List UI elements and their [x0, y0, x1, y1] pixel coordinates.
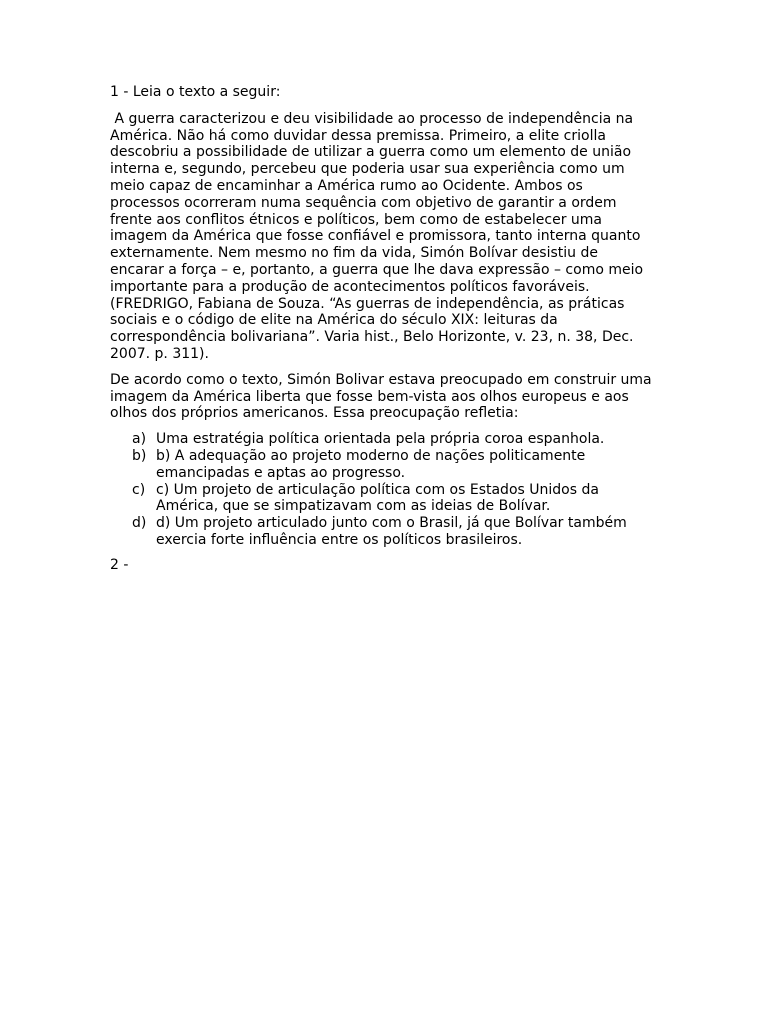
option-letter: d)	[132, 515, 147, 532]
option-text: d) Um projeto articulado junto com o Brasil, já que Bolívar também exercia forte influência entre os políticos brasileiros.	[156, 515, 627, 548]
option-letter: a)	[132, 431, 147, 448]
option-letter: c)	[132, 481, 146, 498]
option-letter: b)	[132, 447, 147, 464]
answer-option-c	[110, 482, 655, 516]
question-1-passage: A guerra caracterizou e deu visibilidade ao processo de independência na América. Não há como duvidar dessa premissa. Primeiro, a elite criolla descobriu a possibilidade de utilizar a guerra como um elemento de união interna e, segundo, percebeu que poderia usar sua experiência como um meio capaz de encaminhar a América rumo ao Ocidente. Ambos os processos ocorreram numa sequência com objetivo de garantir a ordem frente aos conflitos étnicos e políticos, bem como de estabelecer uma imagem da América que fosse confiável e promissora, tanto interna quanto externamente. Nem mesmo no fim da vida, Simón Bolívar desistiu de encarar a força – e, portanto, a guerra que lhe dava expressão – como meio importante para a produção de acontecimentos políticos favoráveis. (FREDRIGO, Fabiana de Souza. “As guerras de independência, as práticas sociais e o código de elite na América do século XIX: leituras da correspondência bolivariana”. Varia hist., Belo Horizonte, v. 23, n. 38, Dec. 2007. p. 311).	[110, 110, 648, 362]
answer-option-d	[110, 515, 655, 549]
option-text: Uma estratégia política orientada pela própria coroa espanhola.	[156, 431, 605, 448]
question-1-prompt: De acordo como o texto, Simón Bolivar estava preocupado em construir uma imagem da América liberta que fosse bem-vista aos olhos europeus e aos olhos dos próprios americanos. Essa preocupação refletia:	[110, 371, 652, 422]
answer-option-a	[110, 431, 655, 448]
document-page	[110, 84, 655, 574]
question-2-header: 2 -	[110, 556, 129, 573]
answer-option-b	[110, 448, 655, 482]
answer-options-list	[110, 431, 655, 549]
option-text: b) A adequação ao projeto moderno de nações politicamente emancipadas e aptas ao progresso.	[156, 447, 586, 481]
option-text: c) Um projeto de articulação política com os Estados Unidos da América, que se simpatizavam com as ideias de Bolívar.	[156, 481, 599, 515]
question-1-header: 1 - Leia o texto a seguir:	[110, 84, 281, 100]
